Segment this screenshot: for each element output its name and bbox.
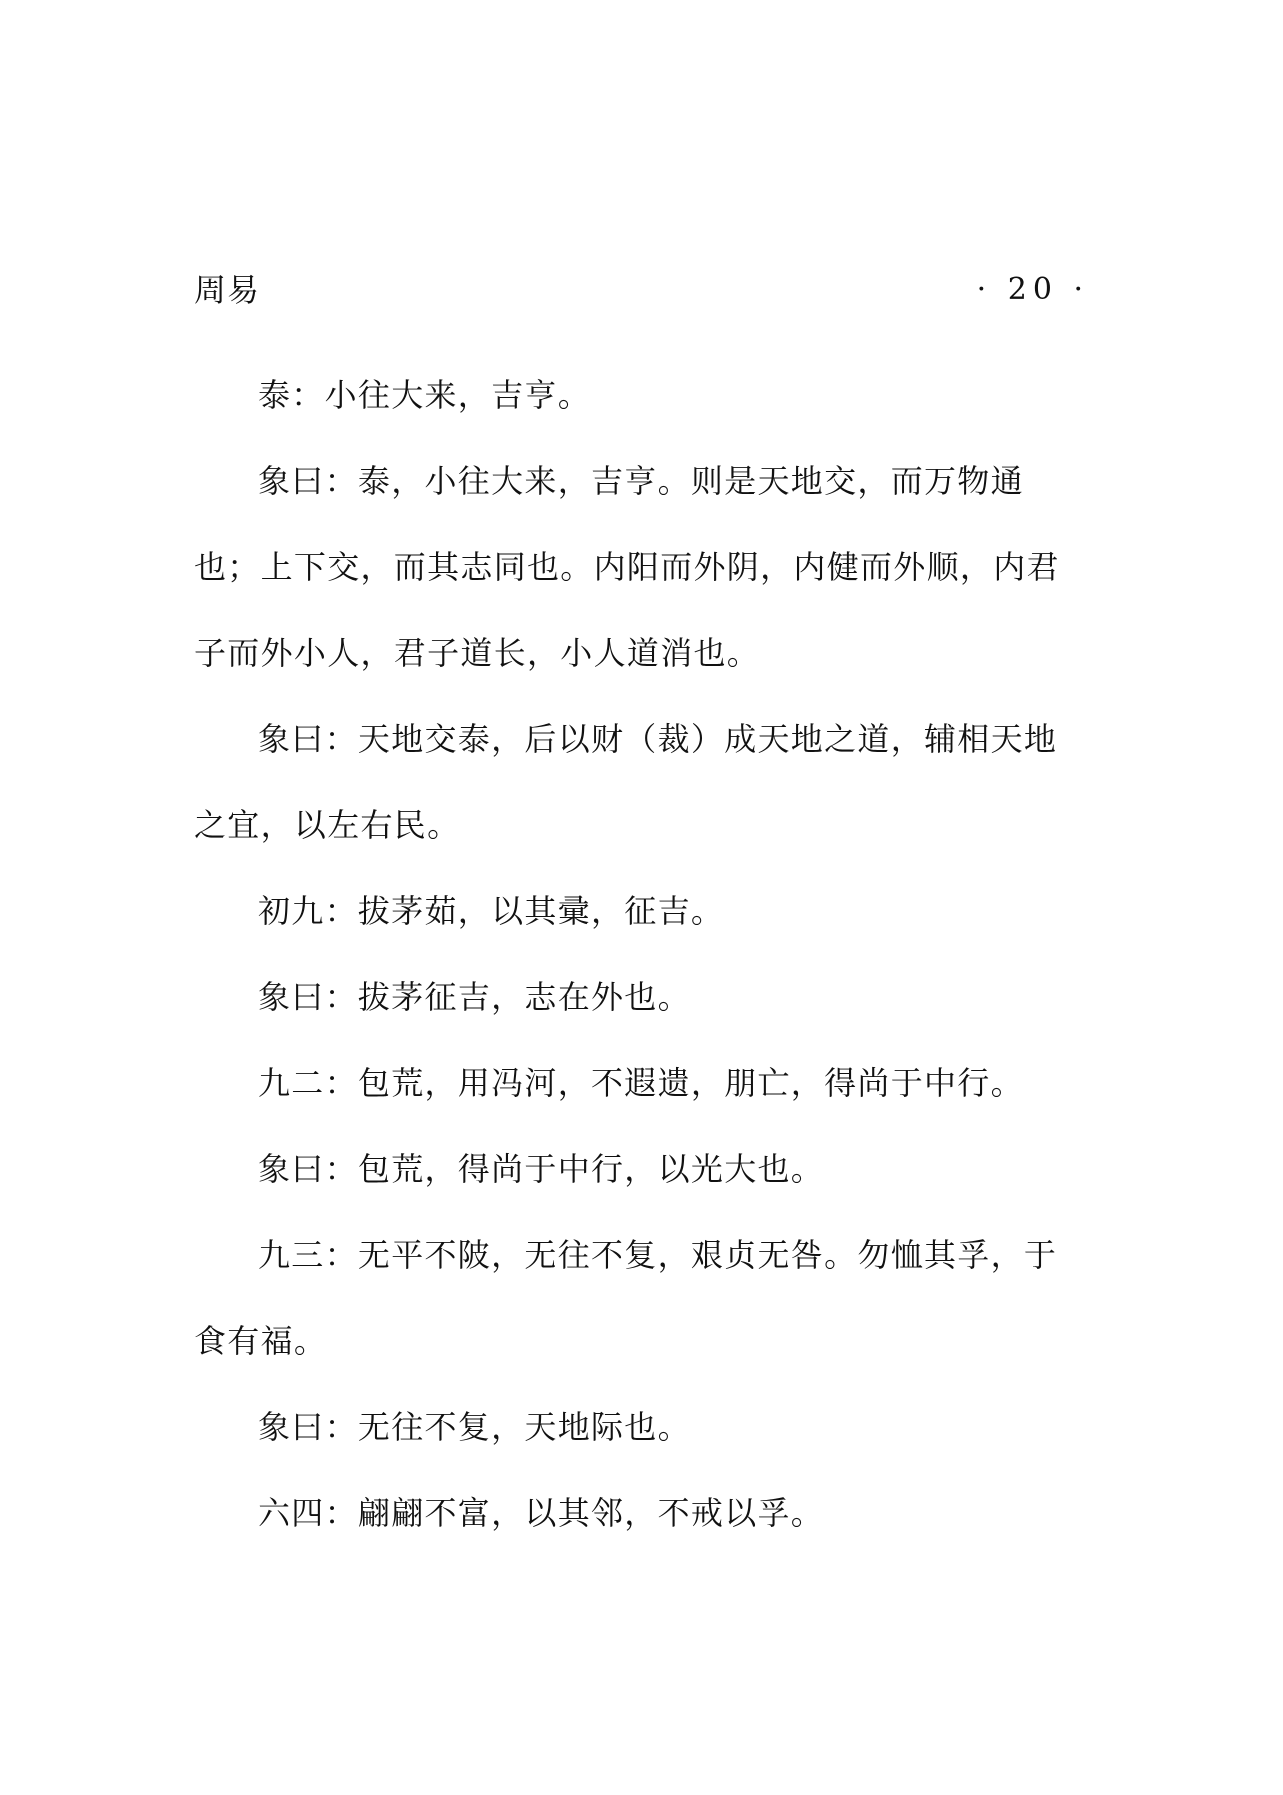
text-body (194, 352, 1089, 1556)
paragraph: 象曰：无往不复，天地际也。 (258, 1408, 691, 1446)
paragraph: 六四：翩翩不富，以其邻，不戒以孚。 (258, 1494, 825, 1532)
paragraph: 象曰：天地交泰，后以财（裁）成天地之道，辅相天地之宜，以左右民。 (194, 720, 1058, 844)
paragraph: 九二：包荒，用冯河，不遐遗，朋亡，得尚于中行。 (258, 1064, 1024, 1102)
paragraph: 初九：拔茅茹，以其彚，征吉。 (258, 892, 725, 930)
paragraph: 象曰：包荒，得尚于中行，以光大也。 (258, 1150, 825, 1188)
paragraph: 象曰：拔茅征吉，志在外也。 (258, 978, 691, 1016)
paragraph: 九三：无平不陂，无往不复，艰贞无咎。勿恤其孚，于食有福。 (194, 1236, 1058, 1360)
page-number: · 20 · (976, 272, 1089, 307)
paragraph: 象曰：泰，小往大来，吉亨。则是天地交，而万物通也；上下交，而其志同也。内阳而外阴，内健而外顺，内君子而外小人，君子道长，小人道消也。 (194, 462, 1060, 672)
paragraph: 泰：小往大来，吉亨。 (258, 376, 592, 414)
running-title: 周易 (194, 271, 261, 309)
